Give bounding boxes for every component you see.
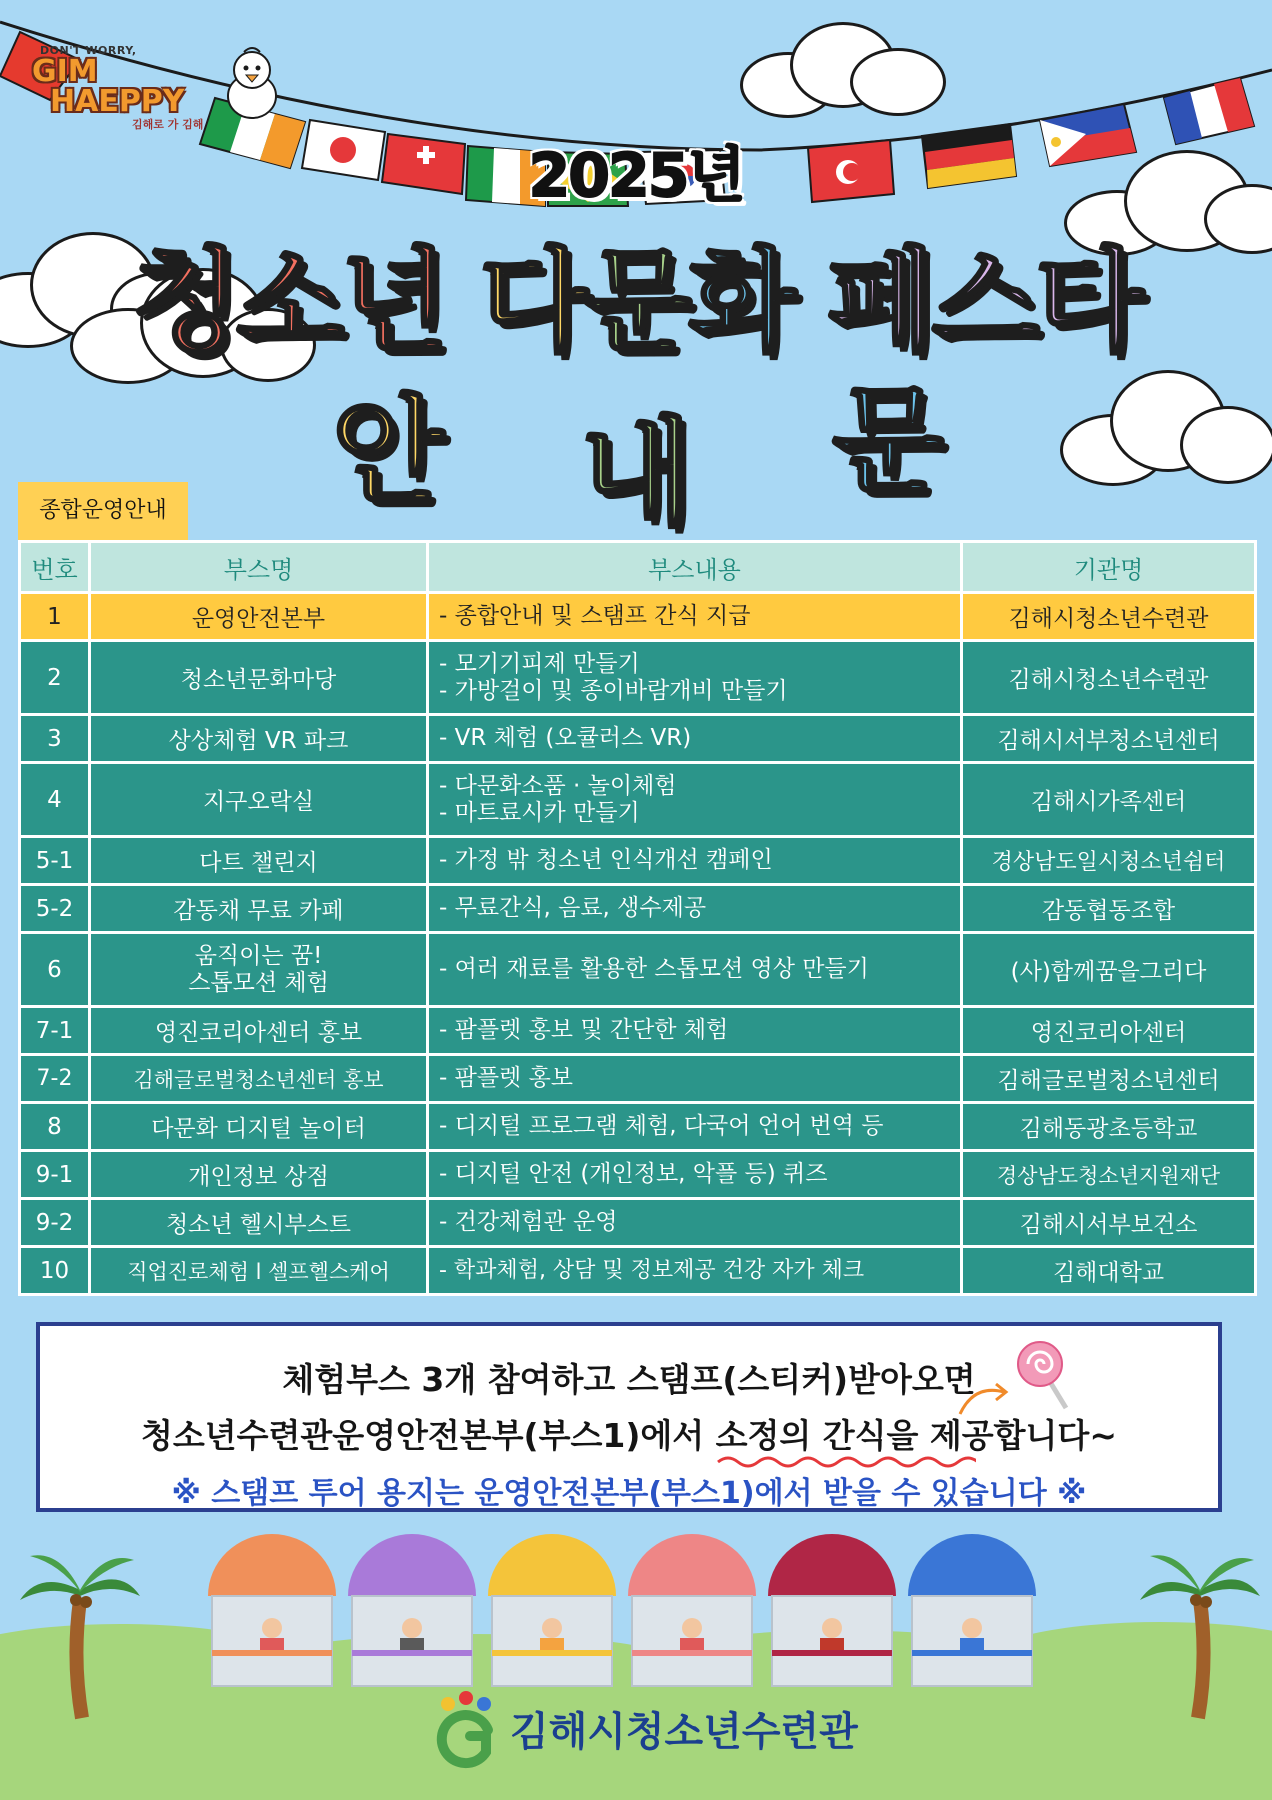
cell-no: 8 [20,1103,90,1151]
title-char-hwa: 화 [688,237,793,367]
lollipop-icon [1006,1332,1086,1412]
booth-stall-yellow-icon [488,1534,616,1686]
table-row [20,763,1256,837]
header-booth-content: 부스내용 [428,542,962,593]
header-no: 번호 [20,542,90,593]
cell-content: - 모기기피제 만들기 - 가방걸이 및 종이바람개비 만들기 [428,641,962,715]
booth-stall-orange-icon [208,1534,336,1686]
title-word-festa: 페스타 [827,237,1140,367]
section-tag: 종합운영안내 [18,482,188,540]
cell-no: 1 [20,593,90,641]
title-word-youth: 청소년 [132,237,445,367]
cell-org: 감동협동조합 [962,885,1256,933]
cell-no: 10 [20,1247,90,1295]
cell-name: 운영안전본부 [90,593,428,641]
cell-content: - 다문화소품 · 놀이체험 - 마트료시카 만들기 [428,763,962,837]
cell-name: 직업진로체험 l 셀프헬스케어 [90,1247,428,1295]
table-row [20,1103,1256,1151]
table-row [20,1151,1256,1199]
cell-no: 7-1 [20,1007,90,1055]
cell-no: 9-1 [20,1151,90,1199]
booth-stalls-illustration [200,1530,1060,1690]
table-row [20,1247,1256,1295]
cell-no: 4 [20,763,90,837]
table-row [20,1199,1256,1247]
stamp-notice-box [36,1322,1222,1512]
gimhaeppy-logo: DON'T WORRY, GIM HAEPPY 김해로 가 김해 [32,44,204,131]
cell-name: 김해글로벌청소년센터 홍보 [90,1055,428,1103]
palm-tree-right-icon [1140,1540,1260,1720]
cell-org: 영진코리아센터 [962,1007,1256,1055]
booth-stall-blue-icon [908,1534,1036,1686]
booth-table [18,540,1257,1296]
cell-content: - 여러 재료를 활용한 스톱모션 영상 만들기 [428,933,962,1007]
cell-name: 영진코리아센터 홍보 [90,1007,428,1055]
notice-line-3: ※ 스탬프 투어 용지는 운영안전본부(부스1)에서 받을 수 있습니다 ※ [171,1476,1087,1511]
wavy-underline-icon [716,1454,976,1470]
title-sub-an: 안 [332,384,445,519]
mascot-duck-icon [218,44,288,124]
booth-stall-pink-icon [628,1534,756,1686]
title-char-da: 다 [479,237,584,367]
cell-org: 경상남도일시청소년쉼터 [962,837,1256,885]
cell-org: 김해시서부보건소 [962,1199,1256,1247]
cell-content: - 디지털 프로그램 체험, 다국어 언어 번역 등 [428,1103,962,1151]
table-row [20,715,1256,763]
curved-arrow-icon [954,1380,1014,1420]
cell-org: 김해대학교 [962,1247,1256,1295]
cell-name: 개인정보 상점 [90,1151,428,1199]
table-row [20,933,1256,1007]
title-char-mun: 문 [583,237,689,367]
notice-line-2: 청소년수련관운영안전본부(부스1)에서 소정의 간식을 제공합니다~ [141,1416,1117,1455]
footer-org-logo [426,1690,866,1770]
booth-stall-purple-icon [348,1534,476,1686]
org-logo-icon [426,1690,506,1770]
cell-name: 움직이는 꿈! 스톱모션 체험 [90,933,428,1007]
footer-org-name: 김해시청소년수련관 [510,1709,858,1755]
table-row [20,885,1256,933]
cell-name: 지구오락실 [90,763,428,837]
cell-content: - 학과체험, 상담 및 정보제공 건강 자가 체크 [428,1247,962,1295]
cell-name: 청소년문화마당 [90,641,428,715]
cell-org: (사)함께꿈을그리다 [962,933,1256,1007]
title-year: 2025년 [528,141,744,211]
cell-org: 김해글로벌청소년센터 [962,1055,1256,1103]
cell-content: - 디지털 안전 (개인정보, 악플 등) 퀴즈 [428,1151,962,1199]
cell-no: 3 [20,715,90,763]
cell-content: - 종합안내 및 스탬프 간식 지급 [428,593,962,641]
table-header-row [20,542,1256,593]
header-booth-name: 부스명 [90,542,428,593]
table-row [20,641,1256,715]
cell-org: 김해시가족센터 [962,763,1256,837]
header-organization: 기관명 [962,542,1256,593]
cell-content: - 팜플렛 홍보 및 간단한 체험 [428,1007,962,1055]
title-sub-nae: 내 [580,406,693,541]
table-row [20,837,1256,885]
table-row [20,1007,1256,1055]
cell-content: - 팜플렛 홍보 [428,1055,962,1103]
cell-no: 9-2 [20,1199,90,1247]
cell-org: 경상남도청소년지원재단 [962,1151,1256,1199]
cell-org: 김해시서부청소년센터 [962,715,1256,763]
cell-org: 김해시청소년수련관 [962,641,1256,715]
cell-org: 김해시청소년수련관 [962,593,1256,641]
cell-name: 다문화 디지털 놀이터 [90,1103,428,1151]
palm-tree-left-icon [20,1540,140,1720]
cell-name: 다트 챌린지 [90,837,428,885]
notice-line-1: 체험부스 3개 참여하고 스탬프(스티커)받아오면 [282,1360,976,1399]
cell-content: - 무료간식, 음료, 생수제공 [428,885,962,933]
cell-no: 7-2 [20,1055,90,1103]
cell-name: 상상체험 VR 파크 [90,715,428,763]
festival-title [0,212,1272,373]
cell-content: - 가정 밖 청소년 인식개선 캠페인 [428,837,962,885]
cell-no: 6 [20,933,90,1007]
title-sub-mun: 문 [832,374,945,509]
cell-content: - 건강체험관 운영 [428,1199,962,1247]
booth-stall-crimson-icon [768,1534,896,1686]
cell-org: 김해동광초등학교 [962,1103,1256,1151]
table-row [20,1055,1256,1103]
cell-no: 5-2 [20,885,90,933]
table-row [20,593,1256,641]
cell-no: 2 [20,641,90,715]
cell-no: 5-1 [20,837,90,885]
cell-content: - VR 체험 (오큘러스 VR) [428,715,962,763]
cell-name: 청소년 헬시부스트 [90,1199,428,1247]
cell-name: 감동채 무료 카페 [90,885,428,933]
